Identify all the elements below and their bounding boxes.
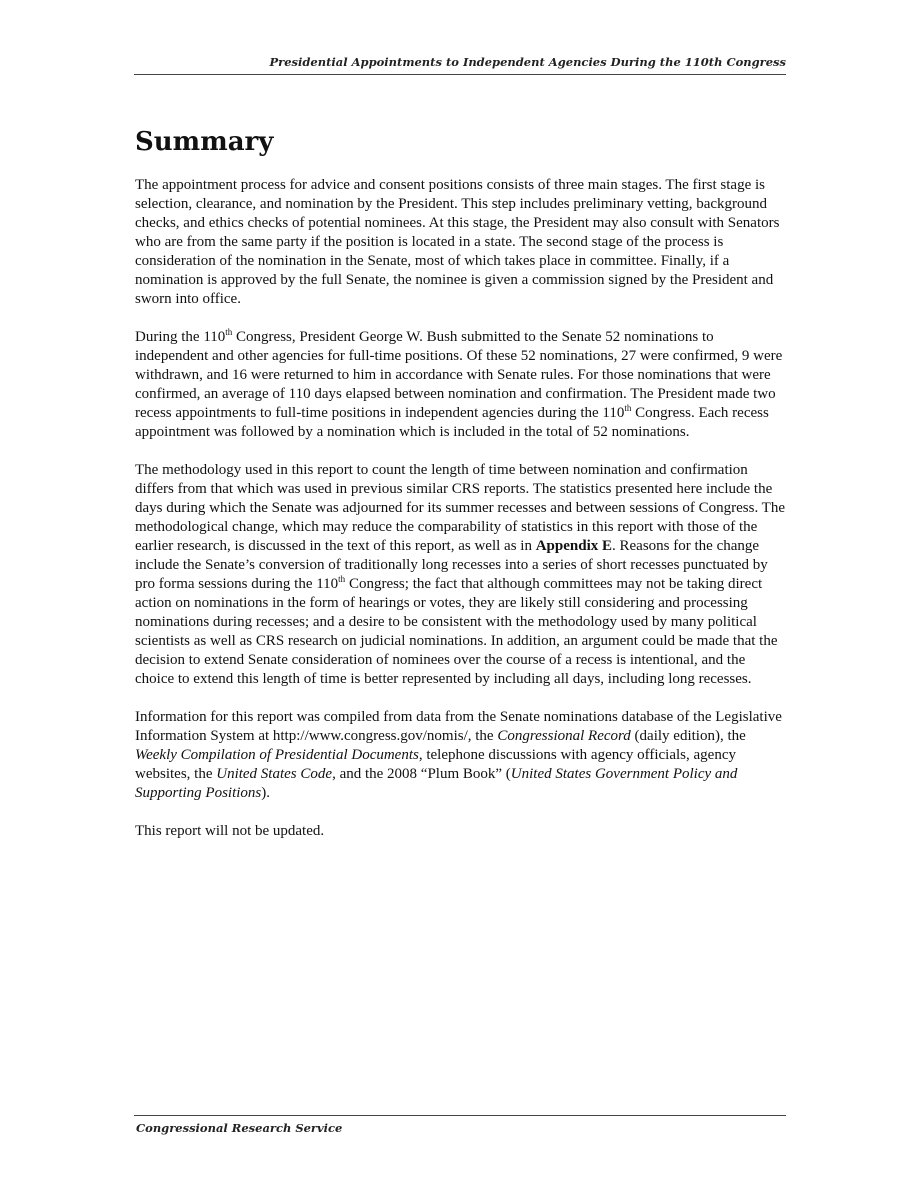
paragraph-text: The methodology used in this report to count the length of time between nomination and confirmation differs from that which was used in previous similar CRS reports. The statistics presented here include the days during which the Senate was adjourned for its summer recesses and between sessions of Congress. The methodological change, which may reduce the comparability of statistics in this report with those of the earlier research, is discussed in the text of this report, as well as in: [135, 462, 785, 554]
ordinal-suffix: th: [225, 327, 233, 337]
summary-body: [135, 176, 787, 860]
page-footer: [134, 1115, 786, 1135]
footer-organization: Congressional Research Service: [136, 1121, 343, 1135]
paragraph-appointment-process: [135, 176, 787, 309]
paragraph-methodology: [135, 461, 787, 689]
ordinal-suffix: th: [624, 403, 632, 413]
paragraph-text: (daily edition), the: [630, 728, 746, 744]
paragraph-text: During the 110: [135, 329, 226, 345]
source-title: Weekly Compilation of Presidential Documents: [135, 747, 419, 763]
paragraph-text: Congress, President George W. Bush submitted to the Senate 52 nominations to independent and other agencies for full-time positions. Of these 52 nominations, 27 were confirmed, 9 were withdrawn, and 16 were returned to him in accordance with Senate rules. For those nominations that were confirmed, an average of 110 days elapsed between nomination and confirmation. The President made two recess appointments to full-time positions in independent agencies during the 110: [135, 329, 783, 421]
source-title: United States Code: [216, 766, 333, 782]
paragraph-text: The appointment process for advice and consent positions consists of three main stages. The first stage is selection, clearance, and nomination by the President. This step includes preliminary vetting, background checks, and ethics checks of potential nominees. At this stage, the President may also consult with Senators who are from the same party if the position is located in a state. The second stage of the process is consideration of the nomination in the Senate, most of which takes place in committee. Finally, if a nomination is approved by the full Senate, the nominee is given a commission signed by the President and sworn into office.: [135, 177, 780, 307]
paragraph-text: , and the 2008 “Plum Book” (: [332, 766, 511, 782]
section-title: Summary: [135, 127, 274, 157]
paragraph-text: Information for this report was compiled from data from the Senate nominations database of the Legislative Information System at http://www.congress.gov/nomis/, the: [135, 709, 782, 744]
appendix-reference: Appendix E: [535, 538, 613, 554]
paragraph-text: . Reasons for the change include the Senate’s conversion of traditionally long recesses into a series of short recesses punctuated by pro forma sessions during the 110: [135, 538, 768, 592]
paragraph-text: This report will not be updated.: [135, 823, 325, 839]
paragraph-text: ).: [261, 785, 271, 801]
ordinal-suffix: th: [338, 574, 346, 584]
paragraph-sources: [135, 708, 787, 803]
paragraph-text: , telephone discussions with agency officials, agency websites, the: [135, 747, 736, 782]
paragraph-update-note: [135, 822, 787, 841]
source-title: Congressional Record: [497, 728, 631, 744]
running-header: [134, 52, 786, 75]
running-header-title: Presidential Appointments to Independent Agencies During the 110th Congress: [269, 55, 786, 69]
paragraph-nomination-statistics: [135, 328, 787, 442]
source-title: United States Government Policy and Supporting Positions: [135, 766, 738, 801]
paragraph-text: Congress. Each recess appointment was followed by a nomination which is included in the total of 52 nominations.: [135, 405, 769, 440]
paragraph-text: Congress; the fact that although committees may not be taking direct action on nominations in the form of hearings or votes, they are likely still considering and processing nominations during recesses; and a desire to be consistent with the methodology used by many political scientists as well as CRS research on judicial nominations. In addition, an argument could be made that the decision to extend Senate consideration of nominees over the course of a recess is intentional, and the choice to extend this length of time is better represented by including all days, including long recesses.: [135, 576, 778, 687]
